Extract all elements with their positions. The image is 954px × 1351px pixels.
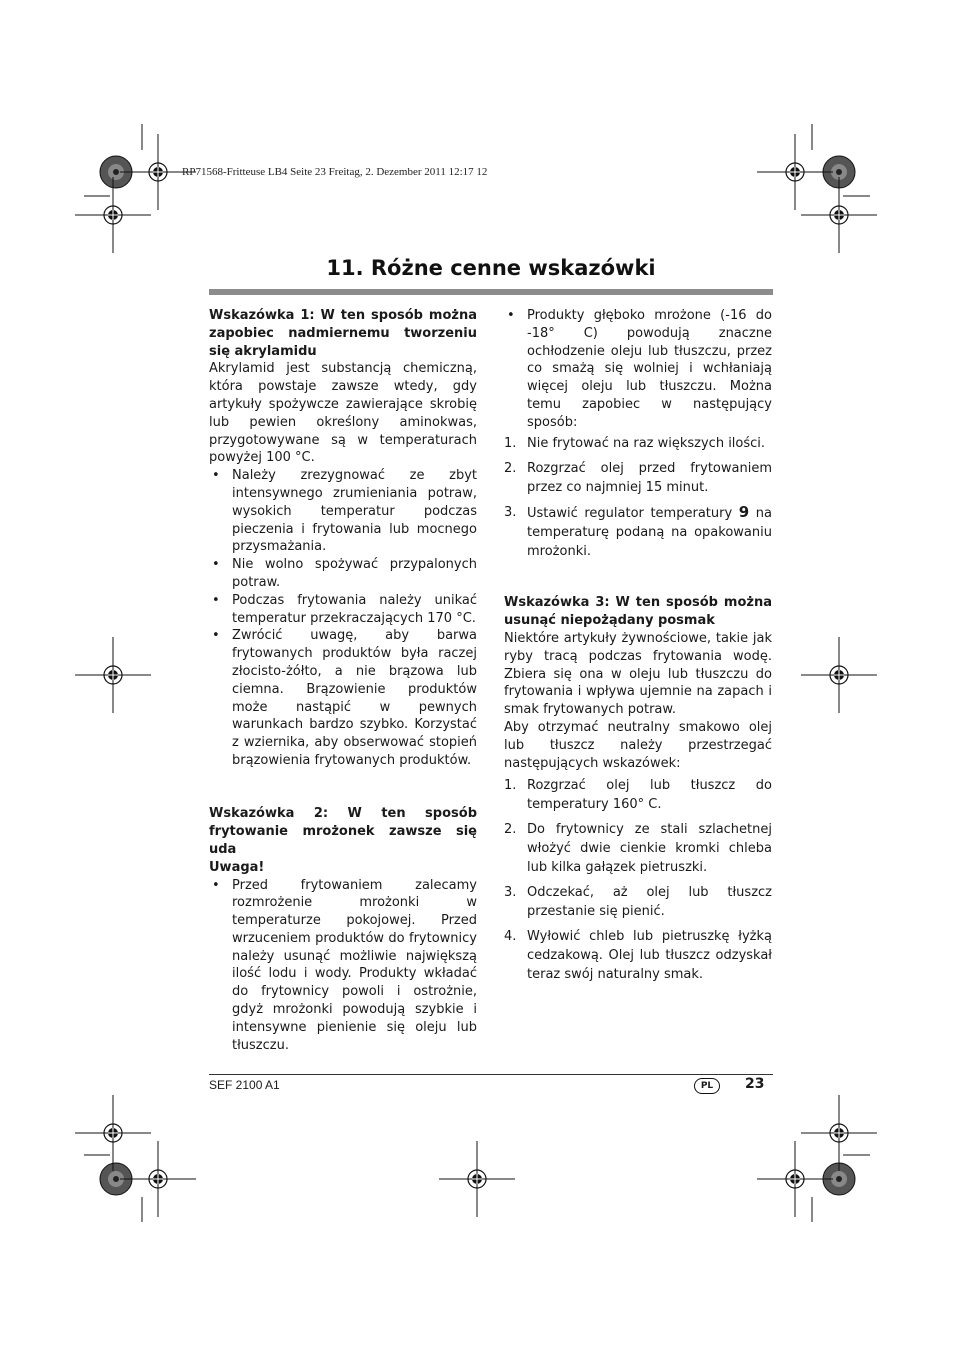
registration-cross-icon [757, 134, 833, 210]
list-item: 1. Rozgrzać olej lub tłuszcz do temperatury 160° C. [504, 778, 772, 813]
list-item: 3. Odczekać, aż olej lub tłuszcz przestanie się pienić. [504, 885, 772, 920]
tip2-bullet-list-continued [504, 307, 772, 432]
tip3-paragraph: Aby otrzymać neutralny smakowo olej lub tłuszcz należy przestrzegać następujących wskazówek: [504, 719, 772, 771]
tip1-bullet-list [209, 467, 477, 770]
model-number: SEF 2100 A1 [209, 1078, 280, 1092]
section-title: 11. Różne cenne wskazówki [326, 256, 656, 280]
right-column [504, 307, 772, 990]
list-item: 2. Rozgrzać olej przed frytowaniem przez co najmniej 15 minut. [504, 460, 772, 495]
list-item: 2. Do frytownicy ze stali szlachetnej włożyć dwie cienkie kromki chleba lub kilka gałązek pietruszki. [504, 822, 772, 876]
list-item: • Zwrócić uwagę, aby barwa frytowanych produktów była raczej złocisto-żółto, a nie brązowa lub ciemna. Brązowienie produktów może nastąpić w pewnych warunkach bardzo szybko. Korzystać z wziernika, aby obserwować stopień brązowienia frytowanych produktów. [209, 627, 477, 769]
tip2-warning-label: Uwaga! [209, 859, 265, 875]
part-reference-number: 9 [738, 502, 750, 521]
list-item: • Należy zrezygnować ze zbyt intensywnego zrumieniania potraw, wysokich temperatur podczas pieczenia i frytowania lub mocnego przysmażania. [209, 467, 477, 556]
tip2-steps-list [504, 434, 772, 561]
list-item: 3. Ustawić regulator temperatury 9 na temperaturę podaną na opakowaniu mrożonki. [504, 502, 773, 559]
registration-cross-icon [75, 1095, 151, 1171]
list-item: 1. Nie frytować na raz większych ilości. [504, 435, 766, 451]
title-underline-bar [209, 289, 773, 295]
left-column [209, 307, 477, 1054]
language-badge: PL [694, 1078, 720, 1094]
tip1-heading: Wskazówka 1: W ten sposób można zapobiec nadmiernemu tworzeniu się akrylamidu [209, 308, 477, 359]
tip3-paragraph: Niektóre artykuły żywnościowe, takie jak ryby tracą podczas frytowania wodę. Zbiera się ona w oleju lub tłuszczu do frytowania i wpływa ujemnie na zapach i smak frytowanych potraw. [504, 630, 772, 718]
tip3-heading: Wskazówka 3: W ten sposób można usunąć niepożądany posmak [504, 595, 772, 629]
registration-cross-icon [801, 1095, 877, 1171]
registration-cross-icon [439, 1141, 515, 1217]
list-item: • Produkty głęboko mrożone (-16 do -18° C) powodują znaczne ochłodzenie oleju lub tłuszczu, przez co smażą się wolniej i wchłaniają więcej oleju lub tłuszczu. Można temu zapobiec w następujący sposób: [504, 307, 772, 432]
list-item: • Przed frytowaniem zalecamy rozmrożenie mrożonki w temperaturze pokojowej. Przed wrzuceniem produktów do frytownicy należy usunąć możliwie największą ilość lodu i wody. Produkty wkładać do frytownicy powoli i ostrożnie, gdyż mrożonki powodują szybkie i intensywne pienienie się oleju lub tłuszczu. [209, 877, 477, 1055]
tip2-heading: Wskazówka 2: W ten sposób frytowanie mrożonek zawsze się uda [209, 806, 477, 857]
registration-cross-icon [757, 1141, 833, 1217]
tip3-steps-list [504, 776, 772, 984]
registration-cross-icon [801, 637, 877, 713]
list-item: • Podczas frytowania należy unikać temperatur przekraczających 170 °C. [209, 592, 477, 628]
registration-cross-icon [120, 1141, 196, 1217]
registration-cross-icon [801, 177, 877, 253]
registration-cross-icon [75, 177, 151, 253]
tip1-paragraph: Akrylamid jest substancją chemiczną, która powstaje zawsze wtedy, gdy artykuły spożywcze zawierające skrobię lub pewien określony aminokwas, przygotowywane są w temperaturach powyżej 100 °C. [209, 361, 477, 466]
list-item: 4. Wyłowić chleb lub pietruszkę łyżką cedzakową. Olej lub tłuszcz odzyskał teraz swój naturalny smak. [504, 929, 772, 983]
print-metadata: RP71568-Fritteuse LB4 Seite 23 Freitag, 2. Dezember 2011 12:17 12 [182, 166, 488, 178]
registration-cross-icon [75, 637, 151, 713]
tip2-bullet-list [209, 877, 477, 1055]
footer-rule [209, 1074, 773, 1075]
list-item: • Nie wolno spożywać przypalonych potraw. [209, 556, 477, 592]
page-number: 23 [745, 1076, 765, 1092]
